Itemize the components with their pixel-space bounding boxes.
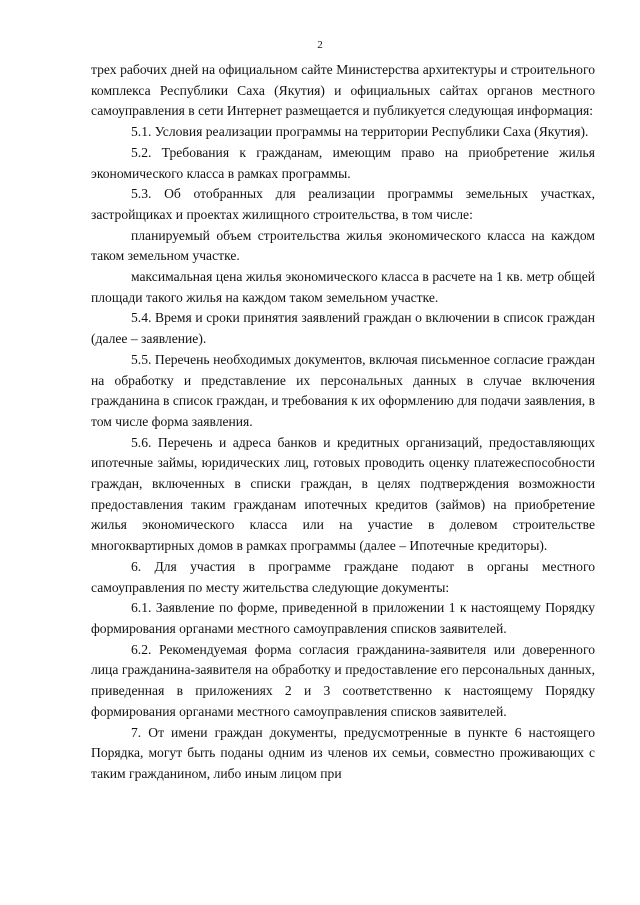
page-number: 2 [317, 39, 323, 51]
paragraph-5-3-max-price: максимальная цена жилья экономического класса в расчете на 1 кв. метр общей площади такого жилья на каждом таком земельном участке. [91, 269, 595, 305]
paragraph-6-1: 6.1. Заявление по форме, приведенной в приложении 1 к настоящему Порядку формирования органами местного самоуправления списков заявителей. [91, 600, 595, 636]
paragraph-5-5: 5.5. Перечень необходимых документов, включая письменное согласие граждан на обработку и представление их персональных данных в случае включения гражданина в список граждан, и требования к их оформлению для подачи заявления, в том числе форма заявления. [91, 351, 595, 429]
document-body [91, 60, 595, 785]
paragraph-5-1: 5.1. Условия реализации программы на территории Республики Саха (Якутия). [131, 124, 589, 140]
paragraph-5-2: 5.2. Требования к гражданам, имеющим право на приобретение жилья экономического класса в рамках программы. [91, 144, 595, 181]
paragraph-6-2: 6.2. Рекомендуемая форма согласия гражданина-заявителя или доверенного лица гражданина-заявителя на обработку и предоставление его персональных данных, приведенная в приложениях 2 и 3 соответственно к настоящему Порядку формирования органами местного самоуправления списков заявителей. [91, 641, 595, 719]
paragraph-intro: трех рабочих дней на официальном сайте Министерства архитектуры и строительного комплекса Республики Саха (Якутия) и официальных сайтах органов местного самоуправления в сети Интернет размещается и публикуется следующая информация: [91, 62, 595, 119]
paragraph-6: 6. Для участия в программе граждане подают в органы местного самоуправления по месту жительства следующие документы: [91, 558, 595, 595]
paragraph-7: 7. От имени граждан документы, предусмотренные в пункте 6 настоящего Порядка, могут быть поданы одним из членов их семьи, совместно проживающих с таким гражданином, либо иным лицом при [91, 724, 595, 781]
paragraph-5-3-planned-volume: планируемый объем строительства жилья экономического класса на каждом таком земельном участке. [91, 227, 595, 264]
paragraph-5-3: 5.3. Об отобранных для реализации программы земельных участках, застройщиках и проектах жилищного строительства, в том числе: [91, 186, 595, 222]
paragraph-5-4: 5.4. Время и сроки принятия заявлений граждан о включении в список граждан (далее – заявление). [91, 310, 595, 347]
paragraph-5-6: 5.6. Перечень и адреса банков и кредитных организаций, предоставляющих ипотечные займы, юридических лиц, готовых проводить оценку платежеспособности граждан, включенных в списки граждан, в целях подтверждения возможности предоставления таким гражданам ипотечных кредитов (займов) на приобретение жилья экономического класса или на участие в долевом строительстве многоквартирных домов в рамках программы (далее – Ипотечные кредиторы). [91, 434, 595, 554]
